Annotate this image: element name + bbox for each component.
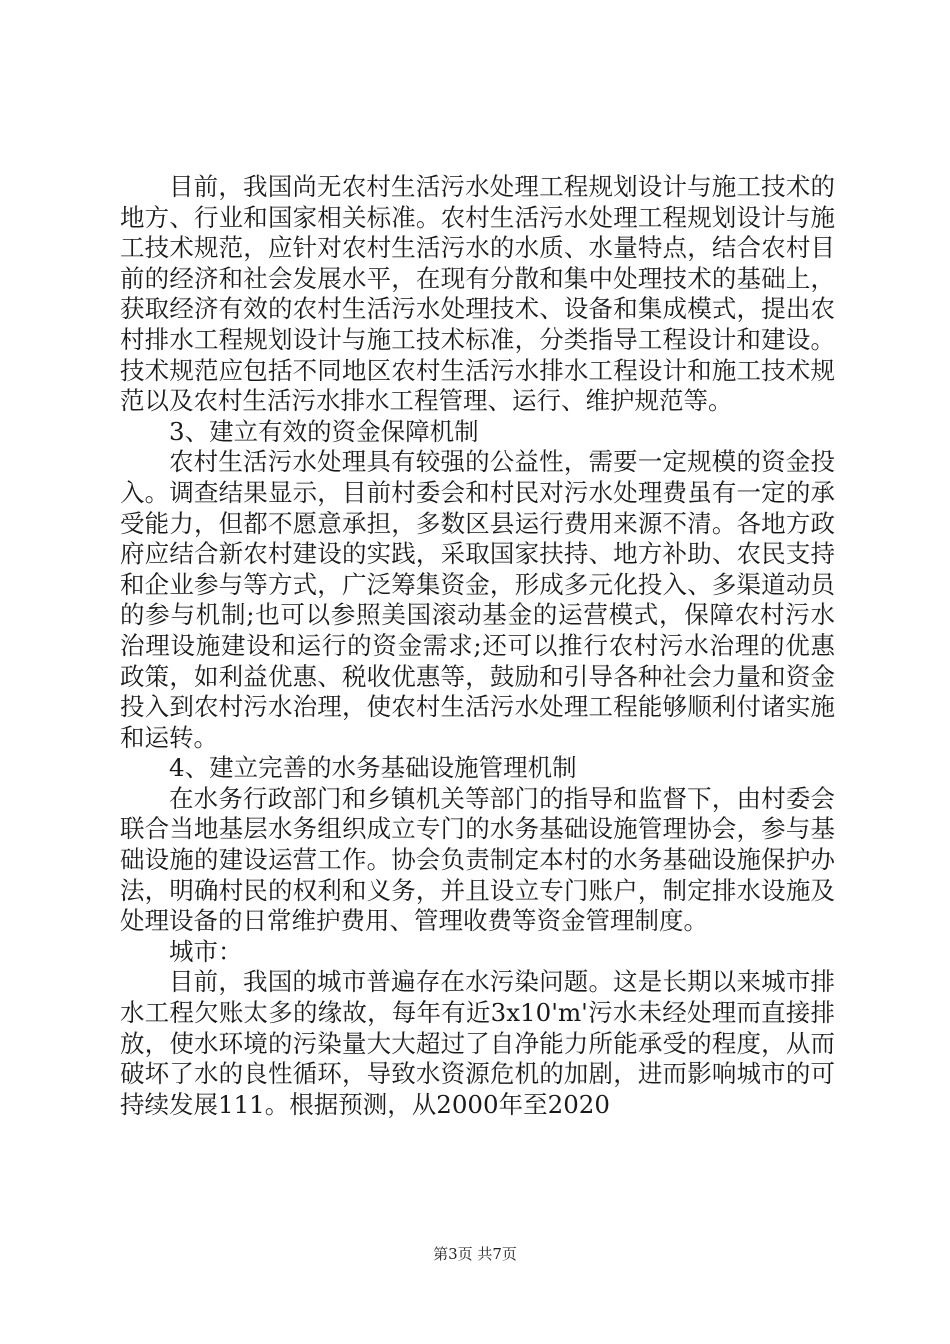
- page-number-footer: 第3页 共7页: [433, 1245, 517, 1263]
- heading-funding-mechanism: 3、建立有效的资金保障机制: [169, 416, 479, 446]
- document-body: [120, 172, 835, 1120]
- heading-city: 城市：: [169, 936, 243, 966]
- paragraph-standards: 目前，我国尚无农村生活污水处理工程规划设计与施工技术的地方、行业和国家相关标准。农村生活污水处理工程规划设计与施工技术规范，应针对农村生活污水的水质、水量特点，结合农村目前的经济和社会发展水平，在现有分散和集中处理技术的基础上，获取经济有效的农村生活污水处理技术、设备和集成模式，提出农村排水工程规划设计与施工技术标准，分类指导工程设计和建设。技术规范应包括不同地区农村生活污水排水工程设计和施工技术规范以及农村生活污水排水工程管理、运行、维护规范等。: [120, 172, 835, 416]
- heading-infrastructure-management: 4、建立完善的水务基础设施管理机制: [169, 753, 577, 783]
- paragraph-city: 目前，我国的城市普遍存在水污染问题。这是长期以来城市排水工程欠账太多的缘故，每年有近3x10'm'污水未经处理而直接排放，使水环境的污染量大大超过了自净能力所能承受的程度，从而破坏了水的良性循环，导致水资源危机的加剧，进而影响城市的可持续发展111。根据预测，从2000年至2020: [120, 967, 835, 1119]
- paragraph-funding: 农村生活污水处理具有较强的公益性，需要一定规模的资金投入。调查结果显示，目前村委会和村民对污水处理费虽有一定的承受能力，但都不愿意承担，多数区县运行费用来源不清。各地方政府应结合新农村建设的实践，采取国家扶持、地方补助、农民支持和企业参与等方式，广泛筹集资金，形成多元化投入、多渠道动员的参与机制;也可以参照美国滚动基金的运营模式，保障农村污水治理设施建设和运行的资金需求;还可以推行农村污水治理的优惠政策，如利益优惠、税收优惠等，鼓励和引导各种社会力量和资金投入到农村污水治理，使农村生活污水处理工程能够顺利付诸实施和运转。: [120, 447, 835, 752]
- paragraph-infrastructure: 在水务行政部门和乡镇机关等部门的指导和监督下，由村委会联合当地基层水务组织成立专门的水务基础设施管理协会，参与基础设施的建设运营工作。协会负责制定本村的水务基础设施保护办法，明确村民的权利和义务，并且设立专门账户，制定排水设施及处理设备的日常维护费用、管理收费等资金管理制度。: [120, 783, 835, 936]
